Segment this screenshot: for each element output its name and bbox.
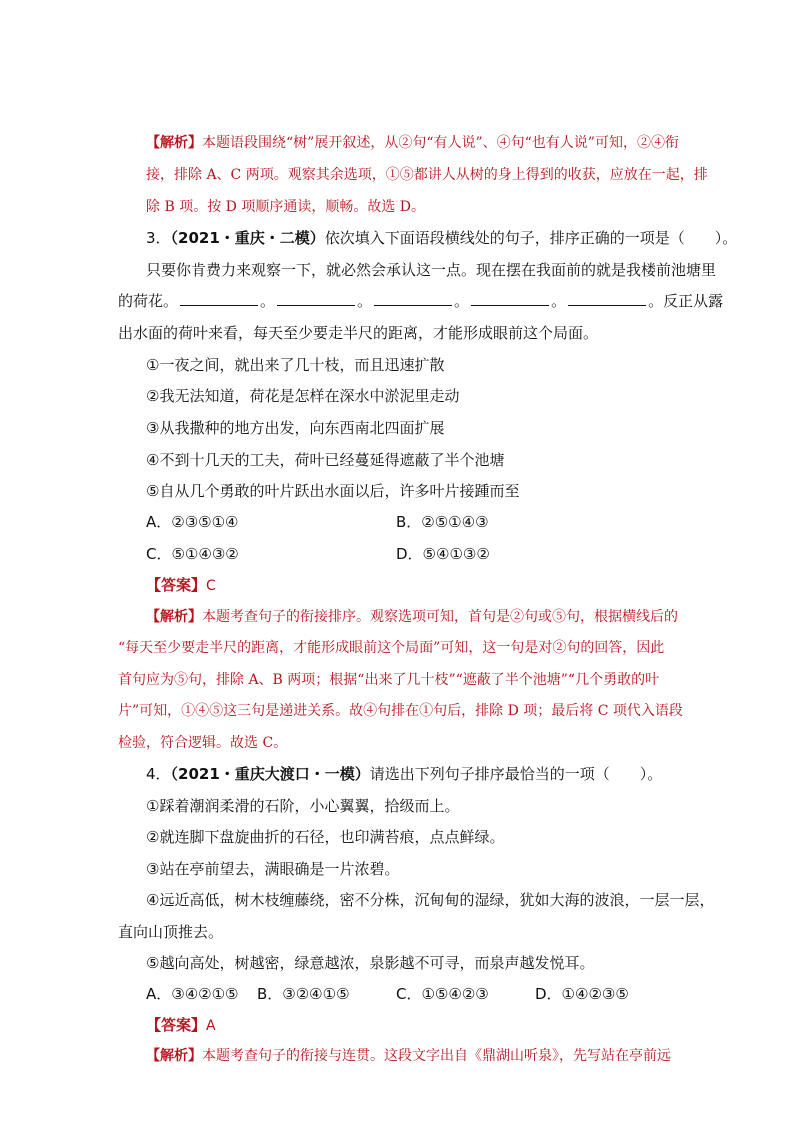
sentence-item: ⑤自从几个勇敢的叶片跃出水面以后，许多叶片接踵而至 <box>146 482 520 500</box>
sentence-item: ②就连脚下盘旋曲折的石径，也印满苔痕，点点鲜绿。 <box>146 828 505 846</box>
answer-value: C <box>206 578 216 594</box>
option-b: B．③②④①⑤ <box>257 985 350 1003</box>
sentence-item: ③从我撒种的地方出发，向东西南北四面扩展 <box>146 419 445 437</box>
option-a: A．③④②①⑤ <box>146 985 239 1003</box>
answer-tag: 【答案】 <box>146 1016 207 1034</box>
fill-blank <box>180 291 258 306</box>
fill-blank <box>277 291 355 306</box>
analysis-line: 片”可知，①④⑤这三句是递进关系。故④句排在①句后，排除 D 项；最后将 C 项代入语段 <box>118 703 683 719</box>
option-d: D．⑤④①③② <box>396 545 490 563</box>
sentence-item-continued: 直向山顶推去。 <box>118 923 224 941</box>
sentence-item: ⑤越向高处，树越密，绿意越浓，泉影越不可寻，而泉声越发悦耳。 <box>146 954 595 972</box>
analysis-line: 【解析】本题考查句子的衔接排序。观察选项可知，首句是②句或⑤句，根据横线后的 <box>146 609 678 625</box>
answer-tag: 【答案】 <box>146 576 207 594</box>
sentence-item: ①一夜之间，就出来了几十枝，而且迅速扩散 <box>146 356 445 374</box>
fill-blank <box>568 291 646 306</box>
analysis-line: “每天至少要走半尺的距离，才能形成眼前这个局面”可知，这一句是对②句的回答，因此 <box>118 640 665 656</box>
option-c: C．①⑤④②③ <box>396 985 489 1003</box>
question-number: 3． <box>146 229 171 247</box>
option-a: A．②③⑤①④ <box>146 513 239 531</box>
sentence-item: ④不到十几天的工夫，荷叶已经蔓延得遮蔽了半个池塘 <box>146 451 505 469</box>
sentence-item: ②我无法知道，荷花是怎样在深水中淤泥里走动 <box>146 387 460 405</box>
option-b: B．②⑤①④③ <box>396 513 489 531</box>
question-3-stem: 3．（2021・重庆・二模）依次填入下面语段横线处的句子，排序正确的一项是（ ）。 <box>146 229 738 247</box>
passage-line: 出水面的荷叶来看，每天至少要走半尺的距离，才能形成眼前这个局面。 <box>118 324 599 342</box>
analysis-line: 首句应为⑤句，排除 A、B 两项；根据“出来了几十枝”“遮蔽了半个池塘”“几个勇敢的叶 <box>118 672 660 688</box>
question-number: 4． <box>146 765 171 783</box>
sentence-item: ③站在亭前望去，满眼确是一片浓碧。 <box>146 860 400 878</box>
analysis-line: 接，排除 A、C 两项。观察其余选项，①⑤都讲人从树的身上得到的收获，应放在一起，排 <box>146 167 708 183</box>
passage-line: 只要你肯费力来观察一下，就必然会承认这一点。现在摆在我面前的就是我楼前池塘里 <box>146 261 717 279</box>
question-source: （2021・重庆大渡口・一模） <box>170 765 370 783</box>
fill-blank <box>471 291 549 306</box>
analysis-tag: 【解析】 <box>146 135 202 151</box>
question-4-stem: 4．（2021・重庆大渡口・一模）请选出下列句子排序最恰当的一项（ ）。 <box>146 765 663 783</box>
analysis-tag: 【解析】 <box>146 1048 202 1064</box>
answer-line <box>146 1015 216 1036</box>
answer-value: A <box>206 1018 216 1034</box>
analysis-line: 检验，符合逻辑。故选 C。 <box>118 735 288 751</box>
analysis-line: 【解析】本题语段围绕“树”展开叙述，从②句“有人说”、④句“也有人说”可知，②④衔 <box>146 135 679 151</box>
analysis-line: 除 B 项。按 D 项顺序通读，顺畅。故选 D。 <box>146 199 425 215</box>
answer-line <box>146 575 216 596</box>
option-c: C．⑤①④③② <box>146 545 239 563</box>
question-source: （2021・重庆・二模） <box>170 229 325 247</box>
sentence-item: ④远近高低，树木枝缠藤绕，密不分株，沉甸甸的湿绿，犹如大海的波浪，一层一层， <box>146 891 715 909</box>
analysis-tag: 【解析】 <box>146 609 202 625</box>
option-d: D．①④②③⑤ <box>535 985 629 1003</box>
passage-line: 的荷花。 。 。 。 。 。反正从露 <box>118 292 724 310</box>
sentence-item: ①踩着潮润柔滑的石阶，小心翼翼，拾级而上。 <box>146 797 460 815</box>
fill-blank <box>374 291 452 306</box>
analysis-line: 【解析】本题考查句子的衔接与连贯。这段文字出自《鼎湖山听泉》，先写站在亭前远 <box>146 1048 671 1064</box>
